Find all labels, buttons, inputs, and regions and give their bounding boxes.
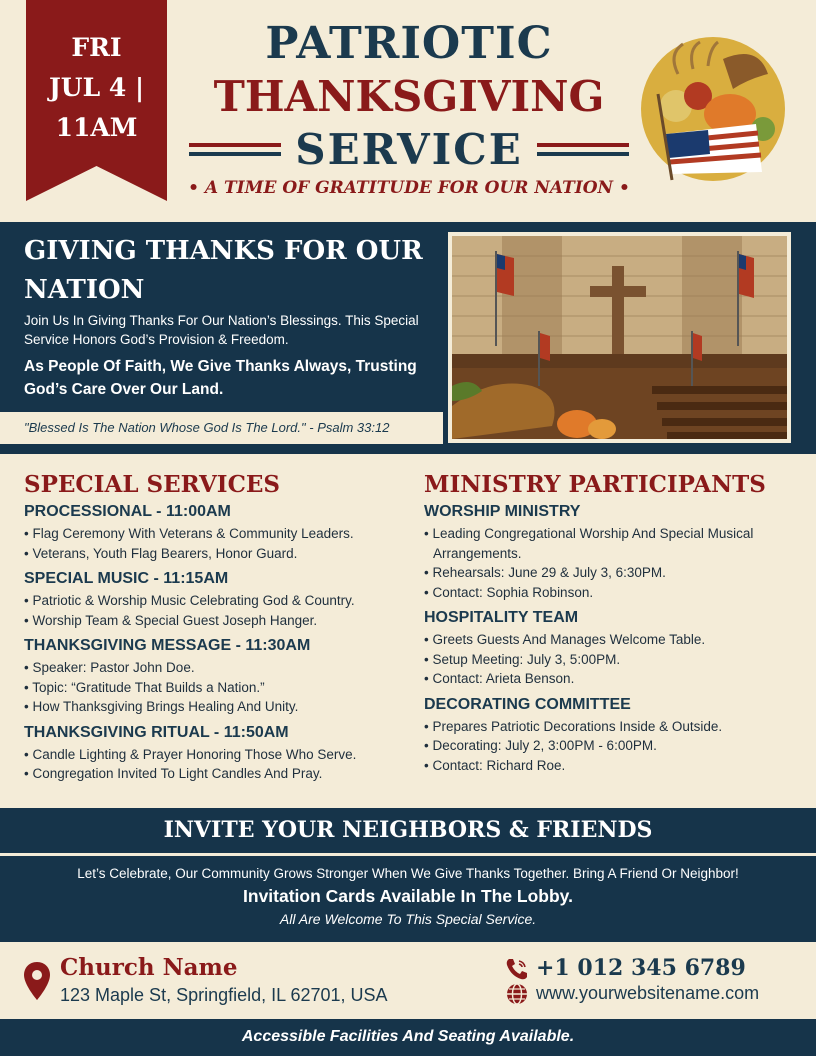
special-services-column [24, 470, 404, 784]
date-ribbon [26, 0, 167, 201]
ministry-list [424, 630, 804, 689]
date-month: JUL 4 | [48, 73, 145, 102]
intro-heading: GIVING THANKS FOR OUR NATION [24, 236, 423, 305]
ministry-title: DECORATING COMMITTEE [424, 695, 631, 713]
list-item: • Flag Ceremony With Veterans & Community Leaders. [24, 524, 404, 544]
church-name: Church Name [60, 954, 238, 981]
list-item: • Setup Meeting: July 3, 5:00PM. [424, 650, 804, 670]
list-item: • Contact: Sophia Robinson. [424, 583, 804, 603]
list-item: • Congregation Invited To Light Candles And Pray. [24, 764, 404, 784]
globe-icon [506, 983, 528, 1010]
service-list [24, 745, 404, 784]
service-list [24, 524, 404, 563]
scripture-quote: "Blessed Is The Nation Whose God Is The Lord." - Psalm 33:12 [24, 420, 390, 435]
ministry-list [424, 524, 804, 602]
invite-line-2: Invitation Cards Available In The Lobby. [243, 886, 573, 906]
church-interior-image [448, 232, 791, 443]
location-pin-icon [24, 962, 50, 1005]
invite-section [0, 856, 816, 942]
list-item: • Candle Lighting & Prayer Honoring Those Who Serve. [24, 745, 404, 765]
service-list [24, 658, 404, 717]
list-item: • Veterans, Youth Flag Bearers, Honor Guard. [24, 544, 404, 564]
service-title: THANKSGIVING RITUAL - 11:50AM [24, 723, 289, 741]
event-date [26, 28, 167, 148]
list-item: • Rehearsals: June 29 & July 3, 6:30PM. [424, 563, 804, 583]
title-line-3: SERVICE [295, 124, 523, 174]
invite-line-3: All Are Welcome To This Special Service. [279, 911, 537, 927]
service-list [24, 591, 404, 630]
ministry-participants-column [424, 470, 804, 775]
list-item: • Leading Congregational Worship And Special Musical Arrangements. [424, 524, 804, 563]
list-item: • Decorating: July 2, 3:00PM - 6:00PM. [424, 736, 804, 756]
stripes-right [537, 138, 629, 161]
intro-paragraph-1: Join Us In Giving Thanks For Our Nation’s Blessings. This Special Service Honors God’s Provision & Freedom. [24, 313, 419, 347]
ministry-heading: MINISTRY PARTICIPANTS [424, 471, 766, 498]
invite-line-1: Let’s Celebrate, Our Community Grows Stronger When We Give Thanks Together. Bring A Friend Or Neighbor! [77, 866, 739, 881]
list-item: • Patriotic & Worship Music Celebrating God & Country. [24, 591, 404, 611]
title-line-1: PATRIOTIC [265, 18, 553, 69]
phone-number[interactable]: +1 012 345 6789 [536, 955, 746, 981]
list-item: • Worship Team & Special Guest Joseph Hanger. [24, 611, 404, 631]
service-title: THANKSGIVING MESSAGE - 11:30AM [24, 637, 311, 654]
title-line-2: THANKSGIVING [213, 72, 605, 121]
harvest-flag-emblem [638, 34, 788, 184]
phone-icon [505, 958, 529, 985]
website-link[interactable]: www.yourwebsitename.com [536, 983, 760, 1003]
list-item: • Greets Guests And Manages Welcome Table. [424, 630, 804, 650]
special-services-heading: SPECIAL SERVICES [24, 471, 281, 498]
list-item: • How Thanksgiving Brings Healing And Unity. [24, 697, 404, 717]
service-title: PROCESSIONAL - 11:00AM [24, 503, 231, 520]
list-item: • Speaker: Pastor John Doe. [24, 658, 404, 678]
service-title: SPECIAL MUSIC - 11:15AM [24, 570, 229, 587]
stripes-left [189, 138, 281, 161]
list-item: • Topic: “Gratitude That Builds a Nation.” [24, 678, 404, 698]
intro-paragraph-2: As People Of Faith, We Give Thanks Always, Trusting God’s Care Over Our Land. [24, 358, 417, 398]
page-title [186, 16, 632, 176]
footer-note: Accessible Facilities And Seating Available. [0, 1019, 816, 1056]
church-address: 123 Maple St, Springfield, IL 62701, USA [60, 985, 388, 1005]
list-item: • Contact: Arieta Benson. [424, 669, 804, 689]
divider [0, 853, 816, 855]
list-item: • Contact: Richard Roe. [424, 756, 804, 776]
tagline: • A TIME OF GRATITUDE FOR OUR NATION • [188, 178, 630, 198]
date-day: FRI [71, 33, 122, 62]
ministry-title: HOSPITALITY TEAM [424, 609, 579, 626]
date-time: 11AM [55, 113, 138, 142]
ministry-list [424, 717, 804, 776]
list-item: • Prepares Patriotic Decorations Inside & Outside. [424, 717, 804, 737]
scripture-quote-strip [0, 412, 443, 444]
ministry-title: WORSHIP MINISTRY [424, 503, 581, 520]
invite-heading: INVITE YOUR NEIGHBORS & FRIENDS [0, 808, 816, 853]
